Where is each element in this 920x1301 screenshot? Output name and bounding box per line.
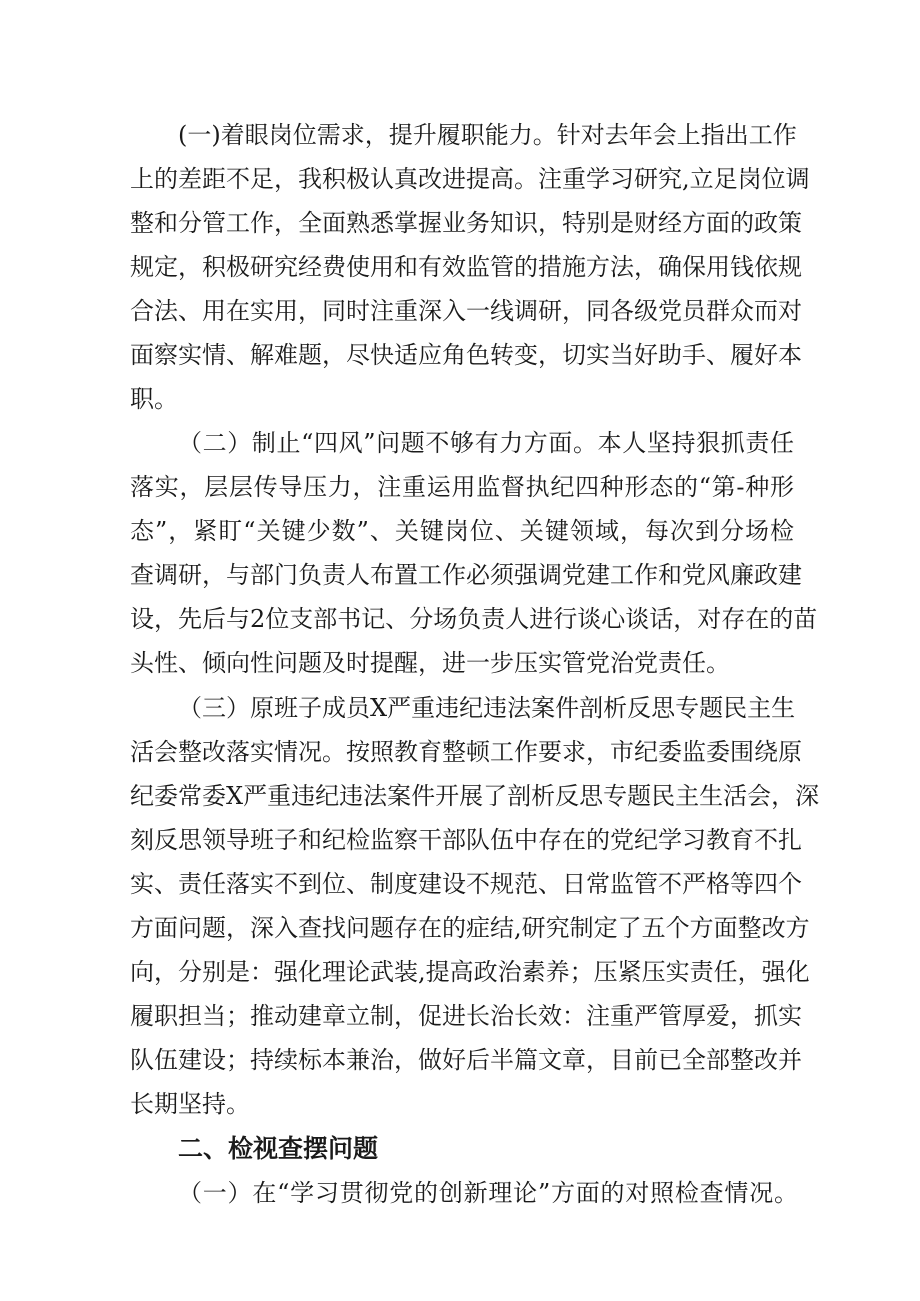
paragraph-line: 长期坚持。 (130, 1090, 250, 1118)
paragraph-line: 活会整改落实情况。按照教育整顿工作要求，市纪委监委围绕原 (130, 738, 802, 766)
subsection-line: （一）在“学习贯彻党的创新理论”方面的对照检查情况。 (178, 1179, 798, 1207)
paragraph-line: 查调研，与部门负责人布置工作必须强调党建工作和党风廉政建 (130, 561, 802, 589)
paragraph-line: 职。 (130, 385, 178, 413)
paragraph-line: 纪委常委X严重违纪违法案件开展了剖析反思专题民主生活会，深 (130, 782, 820, 810)
paragraph-line: 向，分别是：强化理论武装,提高政治素养；压紧压实责任，强化 (130, 958, 810, 986)
paragraph-line: 态”，紧盯“关键少数”、关键岗位、关键领域，每次到分场检 (130, 517, 794, 545)
paragraph-line: (一)着眼岗位需求，提升履职能力。针对去年会上指出工作 (178, 121, 797, 149)
paragraph-line: 方面问题，深入查找问题存在的症结,研究制定了五个方面整改方 (130, 914, 810, 942)
paragraph-line: 履职担当；推动建章立制，促进长治长效：注重严管厚爱，抓实 (130, 1002, 802, 1030)
paragraph-line: 合法、用在实用，同时注重深入一线调研，同各级党员群众而对 (130, 297, 802, 325)
paragraph-line: 头性、倾向性问题及时提醒，进一步压实管党治党责任。 (130, 649, 730, 677)
paragraph-line: 刻反思领导班子和纪检监察干部队伍中存在的党纪学习教育不扎 (130, 826, 802, 854)
paragraph-line: 队伍建设；持续标本兼治，做好后半篇文章，目前已全部整改并 (130, 1046, 802, 1074)
paragraph-line: 整和分管工作，全面熟悉掌握业务知识，特别是财经方面的政策 (130, 209, 802, 237)
paragraph-line: 面察实情、解难题，尽快适应角色转变，切实当好助手、履好本 (130, 341, 802, 369)
paragraph-line: 实、责任落实不到位、制度建设不规范、日常监管不严格等四个 (130, 870, 802, 898)
paragraph-line: 设，先后与2位支部书记、分场负责人进行谈心谈话，对存在的苗 (130, 605, 818, 633)
paragraph-line: 规定，积极研究经费使用和有效监管的措施方法，确保用钱依规 (130, 253, 802, 281)
paragraph-line: 落实，层层传导压力，注重运用监督执纪四种形态的“第-种形 (130, 473, 794, 501)
paragraph-line: 上的差距不足，我积极认真改进提高。注重学习研究,立足岗位调 (130, 165, 810, 193)
paragraph-line: （二）制止“四风”问题不够有力方面。本人坚持狠抓责任 (178, 429, 794, 457)
section-heading: 二、检视查摆问题 (178, 1134, 379, 1163)
paragraph-line: （三）原班子成员X严重违纪违法案件剖析反思专题民主生 (178, 694, 796, 722)
